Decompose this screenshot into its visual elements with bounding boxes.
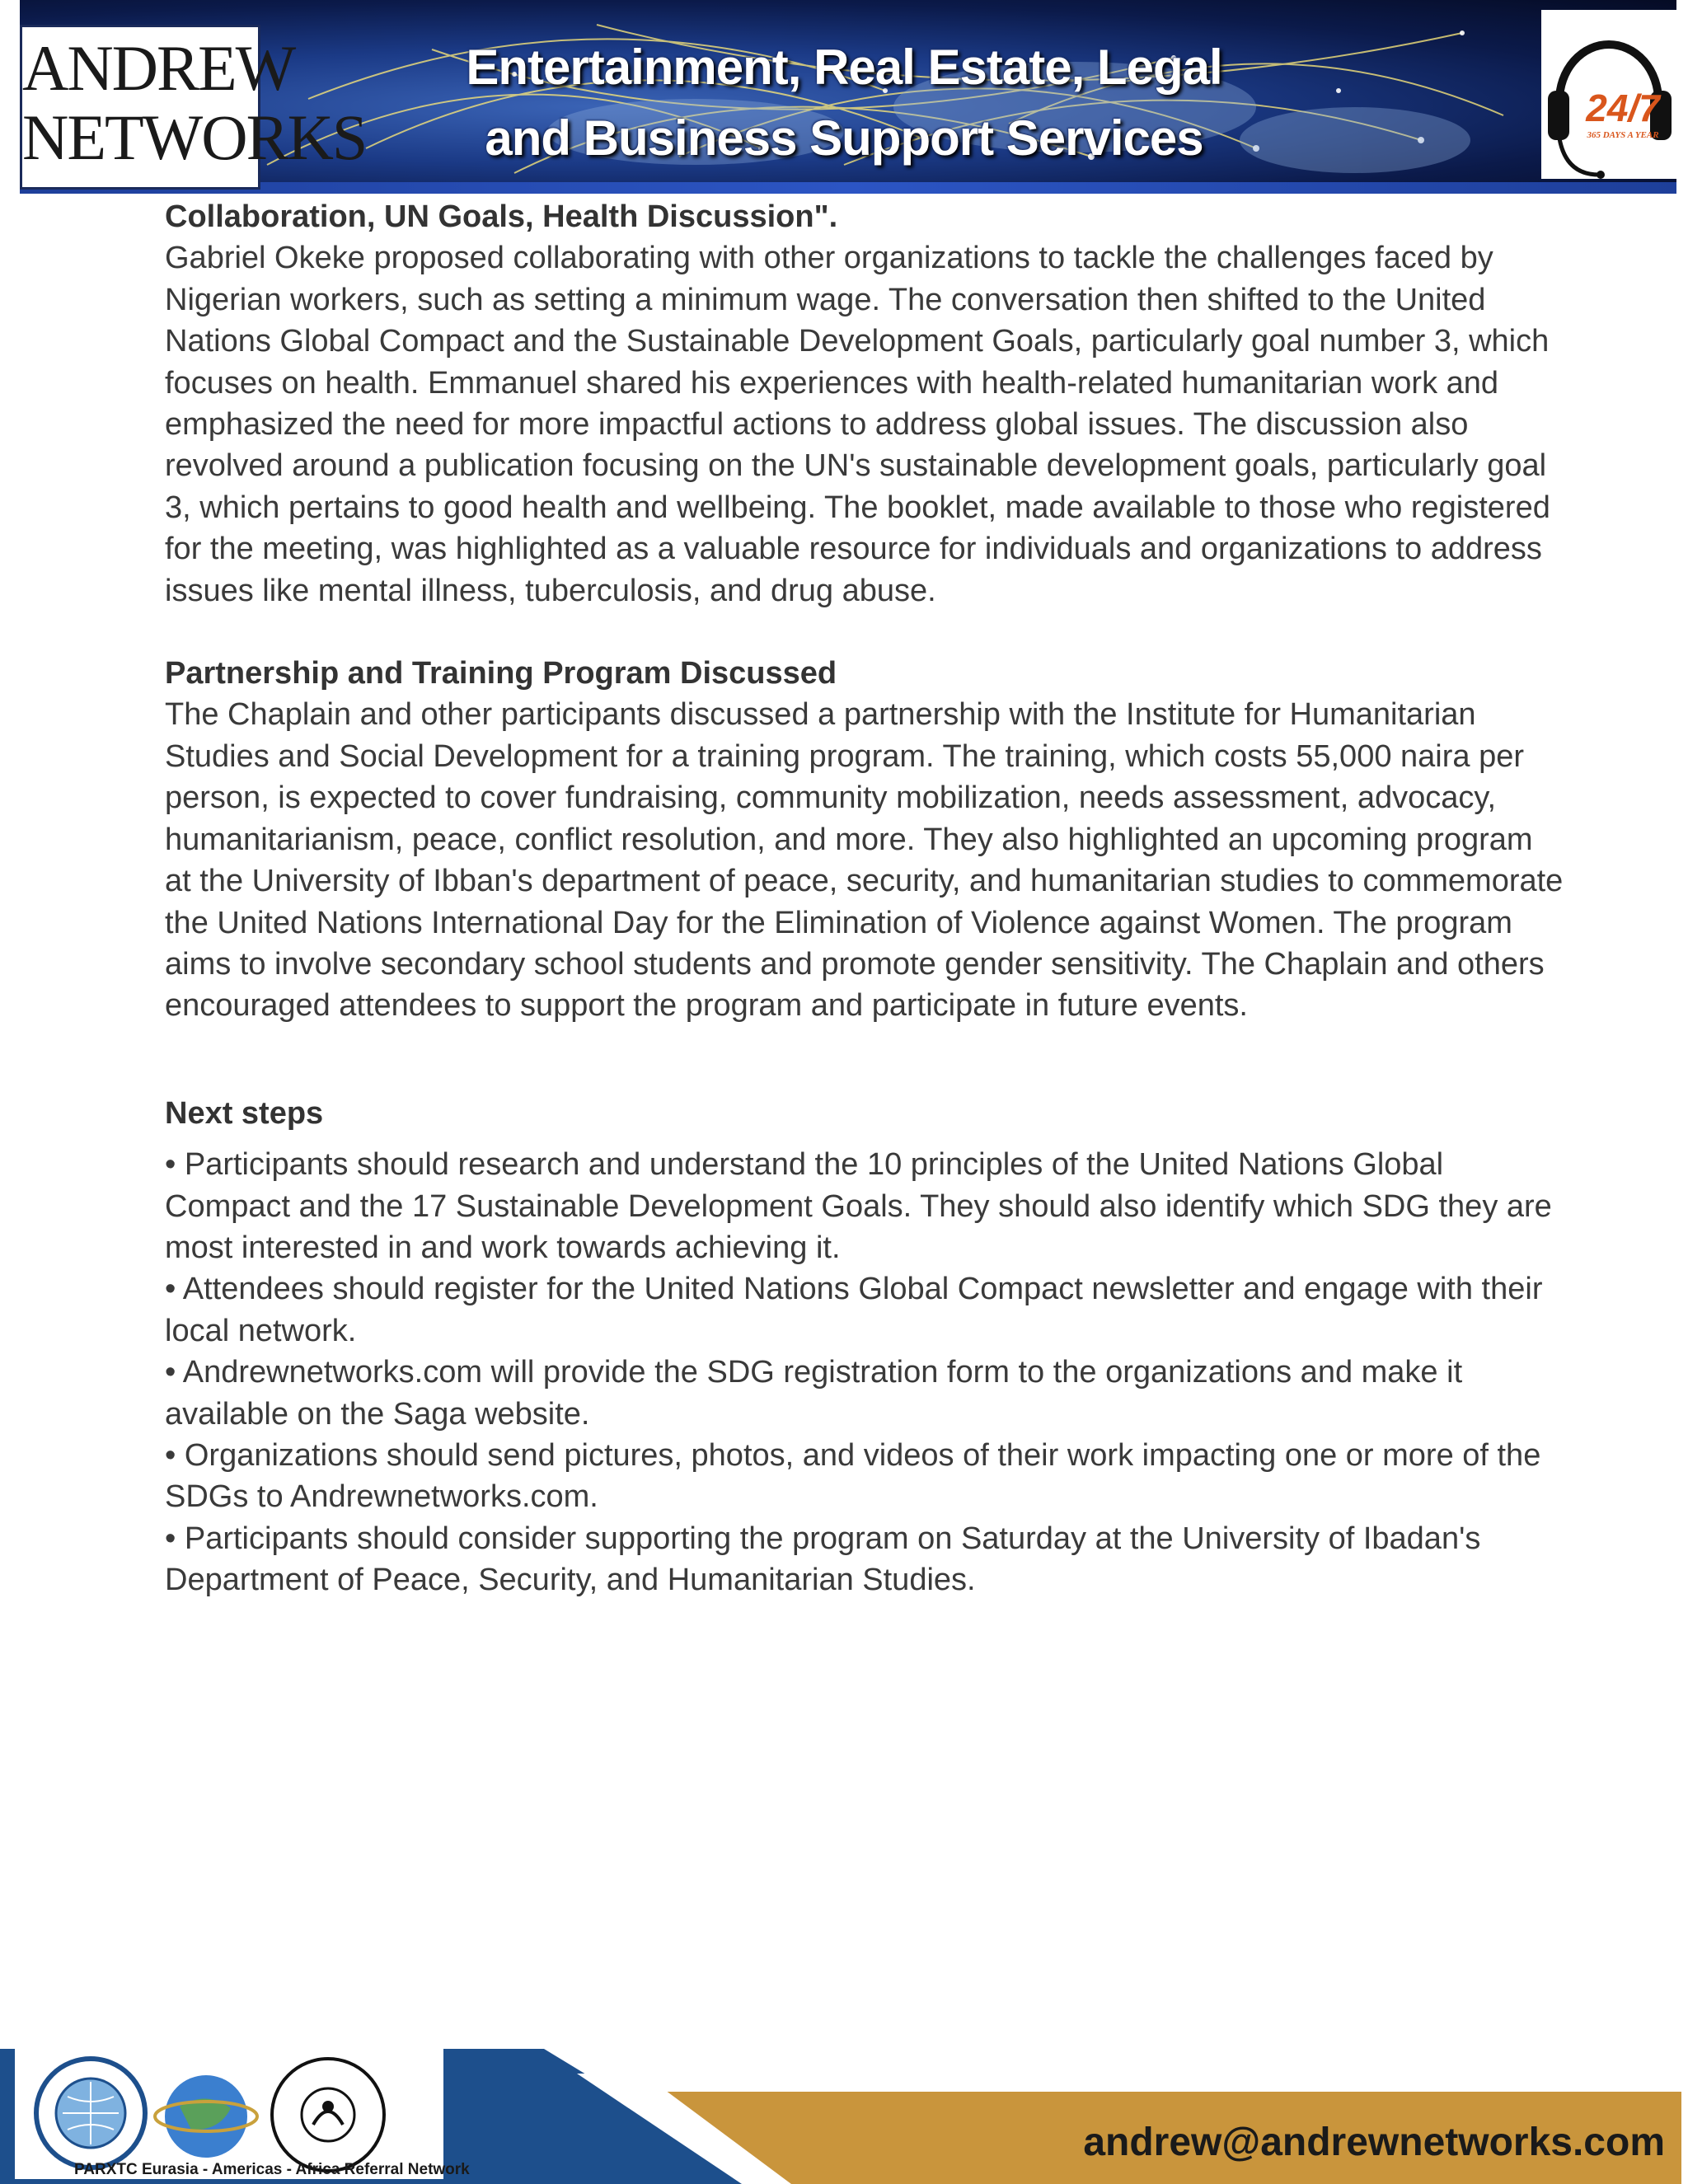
document-body <box>165 196 1566 1601</box>
next-steps-list <box>165 1144 1566 1601</box>
logo-line-1: ANDREW <box>22 32 295 104</box>
header-banner <box>20 0 1676 194</box>
support-24-7-badge <box>1541 10 1676 179</box>
parxtc-globe-seal <box>155 2075 257 2158</box>
footer-email-link[interactable]: andrew@andrewnetworks.com <box>1083 2121 1665 2164</box>
list-item: • Participants should consider supporting the program on Saturday at the University of Ibadan's Department of Peace, Security, and Humanitarian Studies. <box>165 1521 1481 1598</box>
section-body-collaboration: Gabriel Okeke proposed collaborating with other organizations to tackle the challenges faced by Nigerian workers, such as setting a minimum wage. The conversation then shifted to the United Nations Global Compact and the Sustainable Development Goals, particularly goal number 3, which focuses on health. Emmanuel shared his experiences with health-related humanitarian work and emphasized the need for more impactful actions to address global issues. The discussion also revolved around a publication focusing on the UN's sustainable development goals, particularly goal 3, which pertains to good health and wellbeing. The booklet, made available to those who registered for the meeting, was highlighted as a valuable resource for individuals and organizations to address issues like mental illness, tuberculosis, and drug abuse. <box>165 241 1550 608</box>
section-heading-next-steps: Next steps <box>165 1095 324 1131</box>
footer-seals <box>15 2049 470 2179</box>
footer-banner <box>0 2049 1688 2184</box>
headline-line-1: Entertainment, Real Estate, Legal <box>466 40 1222 95</box>
footer-caption: PARXTC Eurasia - Americas - Africa Referral Network <box>74 2161 470 2178</box>
andrew-networks-eurasia-seal <box>36 2059 145 2168</box>
header-stripe <box>20 182 1676 194</box>
list-item: • Andrewnetworks.com will provide the SDG registration form to the organizations and make it available on the Saga website. <box>165 1355 1463 1432</box>
list-item: • Participants should research and understand the 10 principles of the United Nations Global Compact and the 17 Sustainable Development Goals. They should also identify which SDG they are most interested in and work towards achieving it. <box>165 1147 1552 1265</box>
andrewnetworks-com-seal <box>272 2059 384 2171</box>
list-item: • Attendees should register for the United Nations Global Compact newsletter and engage with their local network. <box>165 1272 1543 1348</box>
section-body-partnership: The Chaplain and other participants discussed a partnership with the Institute for Humanitarian Studies and Social Development for a training program. The training, which costs 55,000 naira per person, is expected to cover fundraising, community mobilization, needs assessment, advocacy, humanitarianism, peace, conflict resolution, and more. They also highlighted an upcoming program at the University of Ibban's department of peace, security, and humanitarian studies to commemorate the United Nations International Day for the Elimination of Violence against Women. The program aims to involve secondary school students and promote gender sensitivity. The Chaplain and others encouraged attendees to support the program and participate in future events. <box>165 697 1564 1024</box>
badge-subtitle: 365 DAYS A YEAR <box>1587 130 1659 140</box>
section-heading-collaboration: Collaboration, UN Goals, Health Discussion". <box>165 199 838 234</box>
headline-line-2: and Business Support Services <box>485 110 1203 166</box>
logo-line-2: NETWORKS <box>22 101 367 173</box>
section-heading-partnership: Partnership and Training Program Discussed <box>165 656 837 691</box>
badge-number: 24/7 <box>1586 87 1660 129</box>
banner-headline <box>366 35 1322 176</box>
footer-logos <box>15 2049 470 2179</box>
list-item: • Organizations should send pictures, photos, and videos of their work impacting one or more of the SDGs to Andrewnetworks.com. <box>165 1437 1541 1515</box>
andrew-networks-logo <box>20 25 367 190</box>
